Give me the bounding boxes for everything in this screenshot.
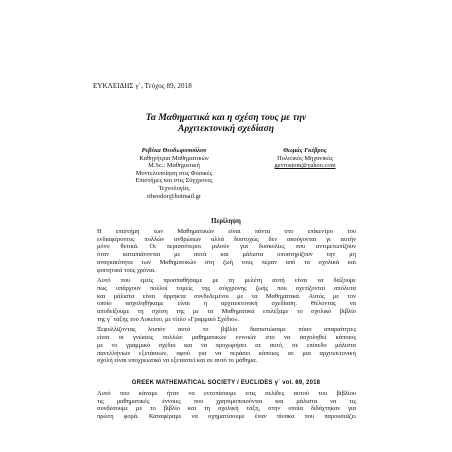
abstract-line: πως υπάρχουν πολλοί τομείς της σύγχρονης ζωής που σχετίζονται απόλυτα bbox=[97, 284, 356, 292]
journal-footer: GREEK MATHEMATICAL SOCIETY / EUCLIDES γ΄ vol. 89, 2018 bbox=[131, 380, 321, 386]
author-left-block bbox=[114, 147, 234, 200]
author-left-name: Ρεβέκα Θεοδωροπούλου bbox=[141, 147, 207, 154]
author-left-line: M.Sc.: Μαθηματική bbox=[148, 162, 200, 170]
abstract-line: μόνο θετικά. Οι περισσότεροι μιλούν για δυσκολίες που αντιμετωπίζουν bbox=[97, 243, 356, 251]
abstract-line: ενδιαφέροντος πολλών ανθρώπων αλλά δυστυχώς δεν ακούγονται γι αυτήν bbox=[97, 235, 356, 243]
paper-title-line-2: Αρχιτεκτονική σχεδίαση bbox=[178, 124, 274, 134]
author-right-block bbox=[250, 147, 360, 170]
abstract-body bbox=[97, 228, 356, 365]
author-left-line: Επιστήμες και στις Σύγχρονες bbox=[135, 177, 213, 185]
author-right-email[interactable]: gevrostom@yahoo.com bbox=[274, 162, 336, 170]
author-left-line: Μοντελοποίηση στις Φυσικές bbox=[135, 169, 213, 177]
abstract-line: όταν καταπιάνονται με αυτά και μάλιστα υποστηρίζουν την μη bbox=[97, 251, 356, 259]
abstract-line: με το γραμμικό σχέδιο και να προχωρήσει σε αυτό, σε επίπεδο μάλιστα bbox=[97, 341, 356, 349]
author-left-line: Τεχνολογίες bbox=[158, 184, 190, 192]
author-right-name: Θωμάς Γκέβρος bbox=[283, 147, 327, 154]
author-left-email[interactable]: rtheodor@hotmail.gr bbox=[147, 192, 201, 200]
abstract-line: αποδείξουμε τη σχέση της με τα Μαθηματικά επιλέξαμε το σχολικό βιβλίο bbox=[97, 308, 356, 316]
paper-title-line-1: Τα Μαθηματικά και η σχέση τους με την bbox=[145, 113, 307, 123]
abstract-line: πανελλήνιων εξετάσεων, αφού για να περάσει κάποιος σε μια αρχιτεκτονική bbox=[97, 349, 356, 357]
abstract-line: είναι οι γνώσεις πολλών μαθηματικών εννοιών στο να ασχοληθεί κάποιος bbox=[97, 334, 356, 342]
abstract-line: αναγκαιότητα των Μαθηματικών στη ζωή τους πέραν από τα σχολικά και bbox=[97, 258, 356, 266]
abstract-line: οποίο ασχοληθήκαμε είναι η αρχιτεκτονική σχεδίαση. Θέλοντας να bbox=[97, 300, 356, 308]
author-right-role: Πολιτικός Μηχανικός bbox=[277, 154, 333, 162]
abstract-line: Ξεφυλλίζοντας λοιπόν αυτό το βιβλίο διαπιστώσαμε πόσο απαραίτητες bbox=[97, 326, 356, 334]
abstract-heading: Περίληψη bbox=[211, 218, 241, 225]
abstract-line: σχολή είναι υποχρεωτικό να εξεταστεί και σε αυτό το μάθημα. bbox=[97, 357, 258, 365]
abstract-line: τις μαθηματικές έννοιες που χρησιμοποιούνται και μάλιστα να τις bbox=[97, 397, 356, 405]
abstract-line: της γ΄ τάξης του Λυκείου, με τίτλο «Γραμμικό Σχέδιο». bbox=[97, 315, 240, 323]
abstract-continuation bbox=[97, 390, 356, 421]
abstract-line: συνδέσουμε με το βιβλίο και τη σχολική τάξη, στην οποία διδάχτηκαν για bbox=[97, 405, 356, 413]
abstract-line: Αυτό που εμείς προσπαθήσαμε με τη μελέτη αυτή είναι να δείξουμε bbox=[97, 277, 356, 285]
abstract-line: Η επιστήμη των Μαθηματικών είναι πάντα στο επίκεντρο του bbox=[97, 228, 356, 235]
abstract-line: και μάλιστα είναι άρρηκτα συνδεδεμένοι με τα Μαθηματικά. Αυτός με τον bbox=[97, 292, 356, 300]
abstract-line: Αυτό που κάναμε ήταν να εντοπίσουμε στις σελίδες αυτού του βιβλίου bbox=[97, 390, 356, 397]
author-left-line: Καθηγήτρια Μαθηματικών bbox=[139, 154, 209, 162]
abstract-line: πρώτη φορά. Καταφέραμε να σχηματίσουμε έναν πίνακα που παρουσιάζει bbox=[97, 413, 356, 421]
abstract-line: φοιτητικά τους χρόνια. bbox=[97, 266, 156, 274]
journal-header: ΕΥΚΛΕΙΔΗΣ γ΄, Τεύχος 89, 2018 bbox=[93, 82, 192, 90]
